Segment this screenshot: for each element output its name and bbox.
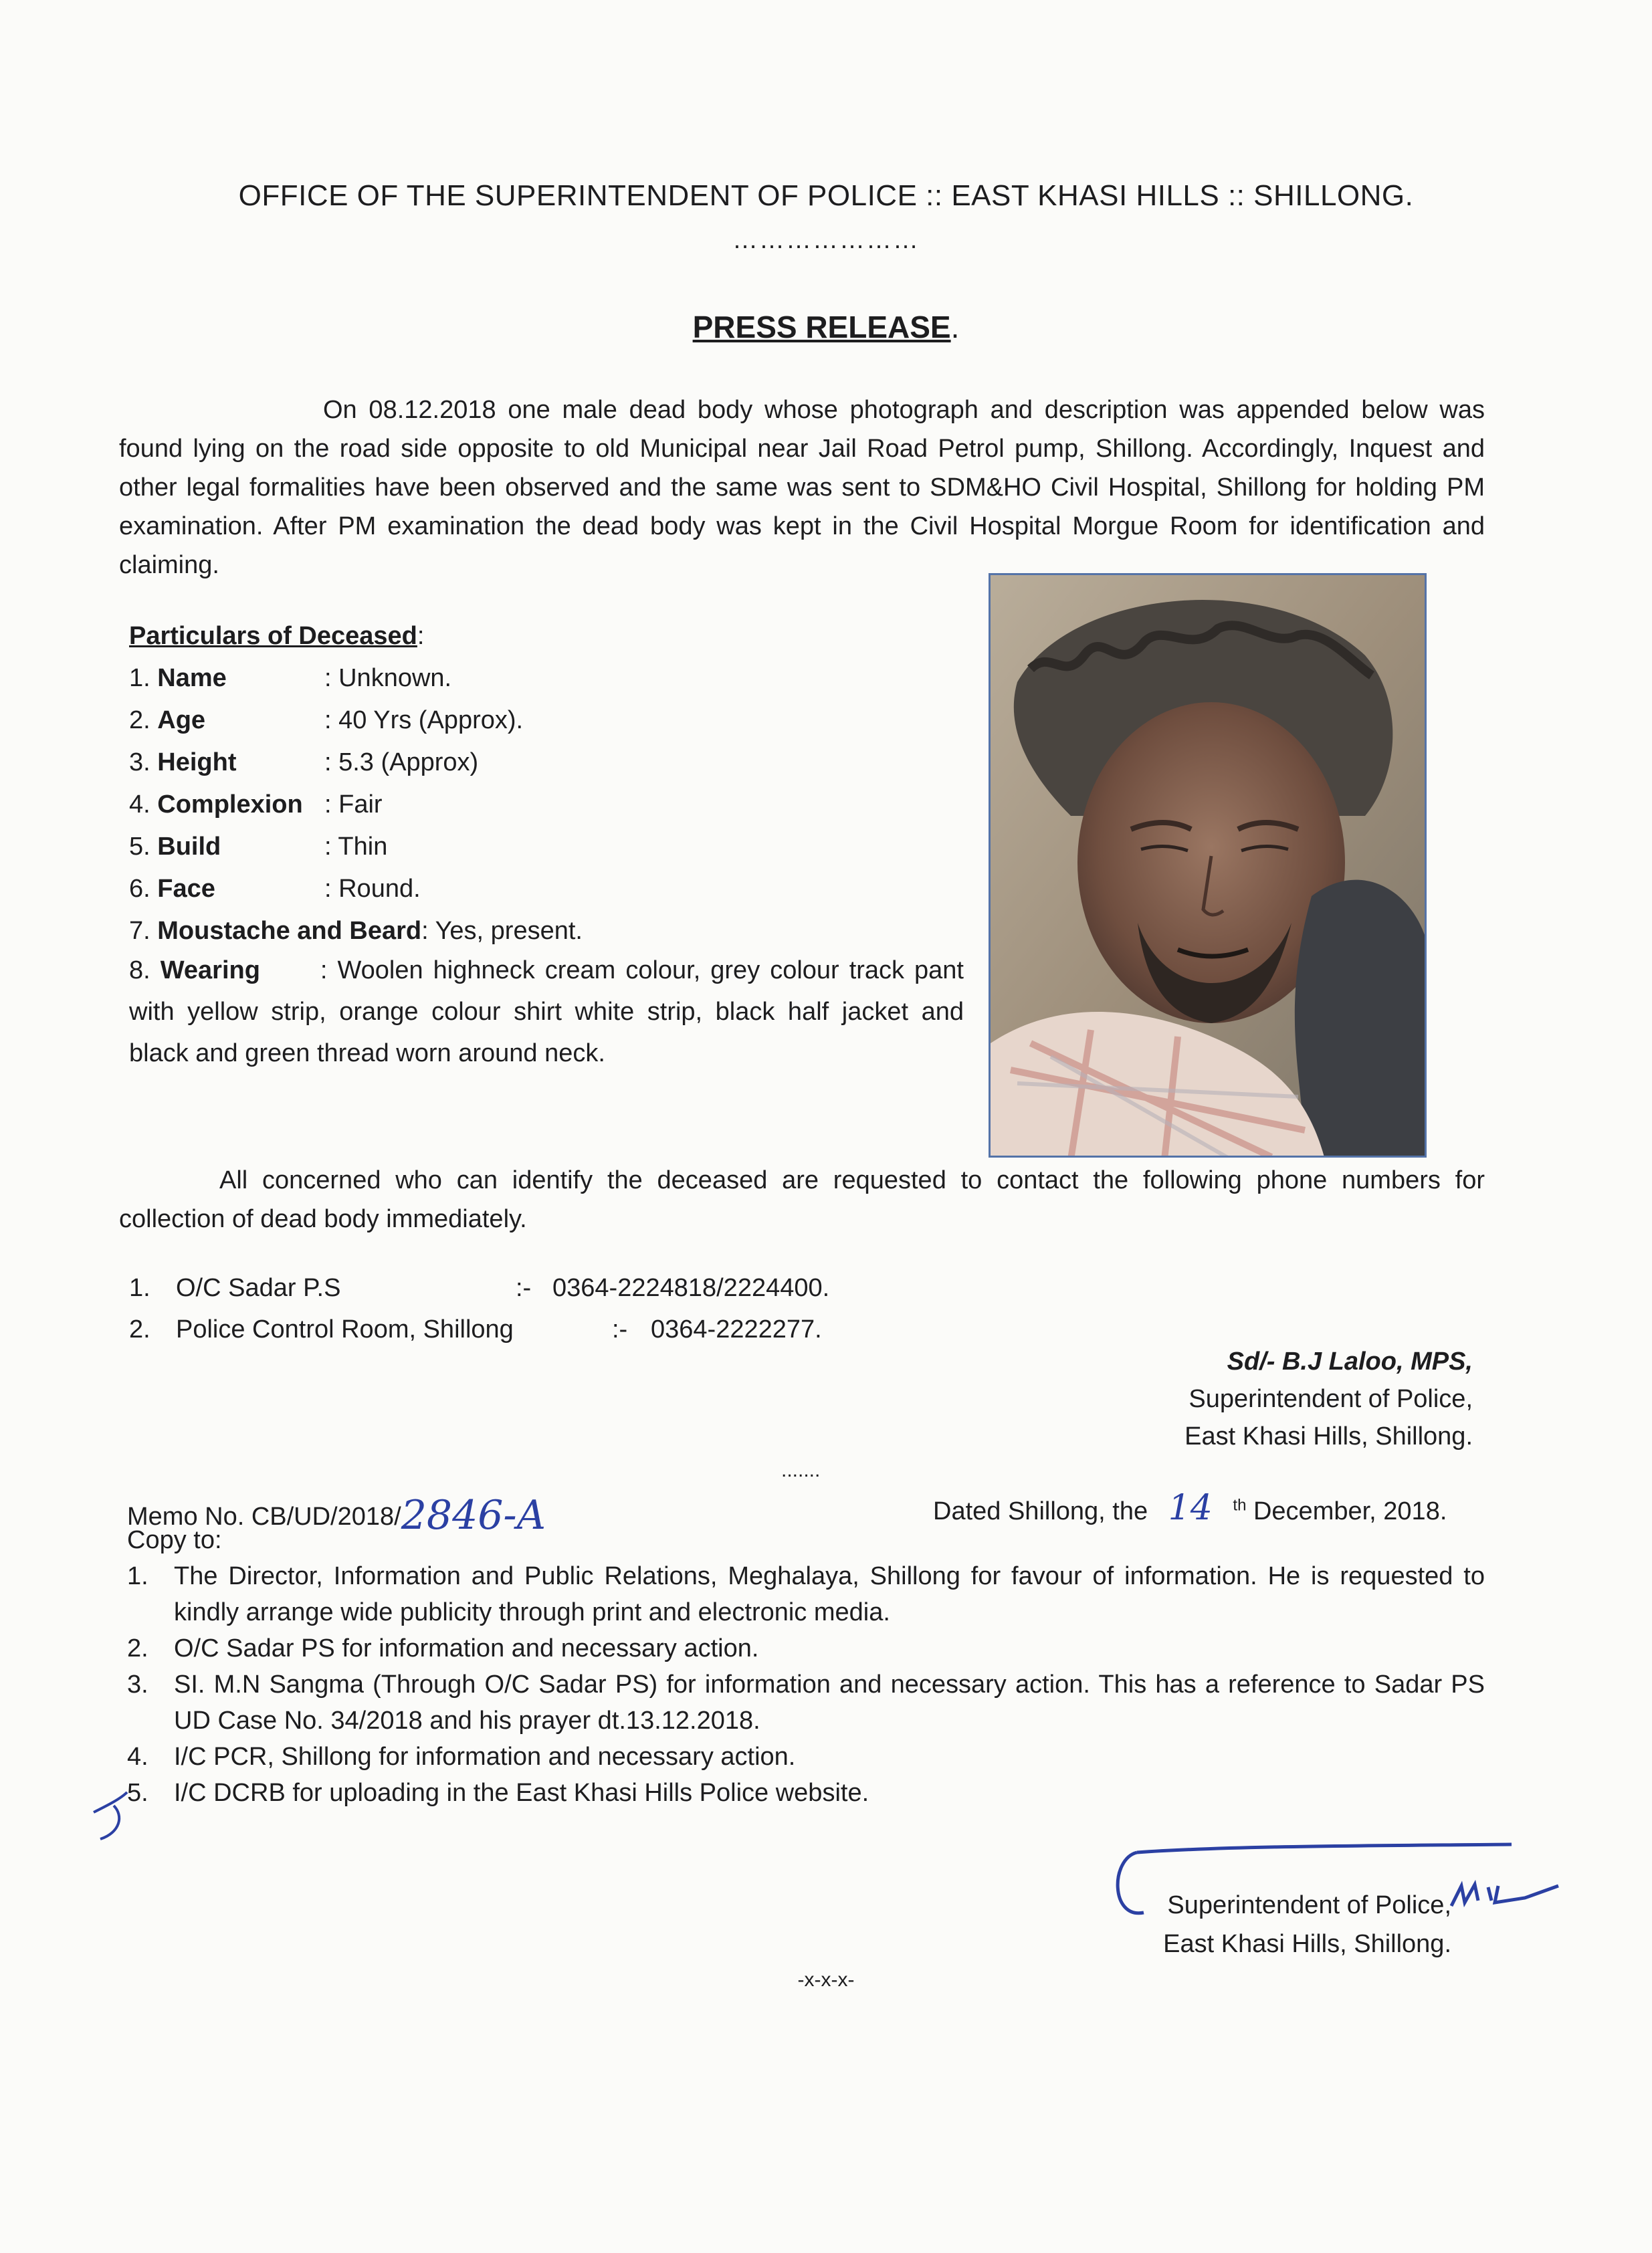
phone-row [129,1309,822,1350]
handwritten-tick-mark [87,1786,140,1846]
particulars-list [129,615,583,952]
particular-value: : Woolen highneck cream colour, grey colour track pant with yellow strip, orange colour shirt white strip, black half jacket and black and green thread worn around neck. [129,956,964,1067]
particular-moustache-row [129,910,583,952]
copy-to-num: 1. [127,1562,148,1590]
copy-to-item [127,1739,1485,1775]
particular-value: : 5.3 (Approx) [324,748,479,776]
closing-place: East Khasi Hills, Shillong. [1163,1930,1451,1958]
copy-to-item [127,1667,1485,1739]
particular-num: 5. [129,833,150,861]
particular-label: Face [157,875,215,903]
copy-to-list [127,1558,1485,1811]
particular-complexion-row [129,784,583,826]
signatory-title: Superintendent of Police, [1189,1385,1473,1413]
copy-to-text: SI. M.N Sangma (Through O/C Sadar PS) for information and necessary action. This has a reference to Sadar PS UD Case No. 34/2018 and his prayer dt.13.12.2018. [174,1671,1485,1735]
phone-num: 1. [129,1274,150,1302]
copy-to-item [127,1775,1485,1811]
phone-separator: :- [516,1274,532,1302]
particular-num: 3. [129,748,150,776]
particular-label: Wearing [160,956,260,984]
particular-label: Height [157,748,237,776]
section-separator-dots: ....... [781,1459,821,1481]
phone-contact-name: O/C Sadar P.S [176,1274,341,1302]
copy-to-text: The Director, Information and Public Relations, Meghalaya, Shillong for favour of information. He is requested to kindly arrange wide publicity through print and electronic media. [174,1562,1485,1626]
phone-number: 0364-2222277. [651,1315,822,1344]
phone-list [129,1267,830,1350]
contact-note-text: All concerned who can identify the deceased are requested to contact the following phone numbers for collection of dead body immediately. [119,1166,1485,1233]
copy-to-num: 5. [127,1779,148,1807]
particular-value: : Thin [324,833,388,861]
copy-to-item [127,1558,1485,1630]
particular-value: : Unknown. [324,664,452,692]
document-end-mark: -x-x-x- [797,1969,855,1991]
dated-line [933,1488,1447,1528]
phone-num: 2. [129,1315,150,1344]
particular-wearing-text [129,950,964,1074]
copy-to-text: O/C Sadar PS for information and necessary action. [174,1634,759,1662]
dated-month-year: December, 2018. [1253,1497,1447,1525]
closing-title: Superintendent of Police, [1167,1891,1451,1919]
particular-label: Build [157,833,221,861]
particular-face-row [129,868,583,910]
particular-value: : Yes, present. [421,917,583,945]
particulars-heading-colon: : [417,622,425,650]
memo-prefix: Memo No. CB/UD/2018/ [127,1503,401,1531]
particular-name-row [129,657,583,700]
dated-handwritten-day: 14 [1168,1488,1213,1528]
dated-prefix: Dated Shillong, the [933,1497,1148,1525]
copy-to-heading: Copy to: [127,1526,222,1554]
deceased-photo-image [991,575,1427,1158]
particular-label: Moustache and Beard [157,917,422,945]
particular-value: : Fair [324,790,383,819]
particular-num: 7. [129,917,150,945]
phone-separator: :- [612,1315,628,1344]
office-header: OFFICE OF THE SUPERINTENDENT OF POLICE :: EAST KHASI HILLS :: SHILLONG. [238,179,1414,212]
intro-paragraph [119,391,1485,584]
signatory-place: East Khasi Hills, Shillong. [1184,1422,1473,1451]
particulars-heading: Particulars of Deceased [129,622,417,650]
memo-handwritten-number: 2846-A [401,1492,546,1539]
phone-contact-name: Police Control Room, Shillong [176,1315,514,1344]
particular-height-row [129,742,583,784]
phone-row [129,1267,830,1309]
contact-note-paragraph [119,1161,1485,1239]
particular-age-row [129,700,583,742]
particular-num: 8. [129,956,150,984]
particular-num: 2. [129,706,150,734]
particular-label: Name [157,664,227,692]
copy-to-text: I/C PCR, Shillong for information and necessary action. [174,1743,796,1771]
signature-block [1184,1343,1473,1455]
particular-wearing-row [129,950,964,1074]
dated-day-suffix: th [1233,1496,1247,1515]
press-release-heading: PRESS RELEASE [692,310,951,344]
phone-number: 0364-2224818/2224400. [552,1274,830,1302]
particulars-heading-row [129,615,583,657]
copy-to-text: I/C DCRB for uploading in the East Khasi Hills Police website. [174,1779,869,1807]
particular-value: : 40 Yrs (Approx). [324,706,524,734]
signatory-name: Sd/- B.J Laloo, MPS, [1227,1348,1473,1376]
particular-build-row [129,826,583,868]
copy-to-item [127,1630,1485,1667]
intro-text: On 08.12.2018 one male dead body whose photograph and description was appended below was found lying on the road side opposite to old Municipal near Jail Road Petrol pump, Shillong. Accordingly, Inquest and other legal formalities have been observed and the same was sent to SDM&HO Civil Hospital, Shillong for holding PM examination. After PM examination the dead body was kept in the Civil Hospital Morgue Room for identification and claiming. [119,396,1485,579]
press-release-title [0,309,1652,345]
particular-num: 6. [129,875,150,903]
copy-to-num: 2. [127,1634,148,1662]
press-release-period: . [950,310,960,344]
particular-num: 4. [129,790,150,819]
header-divider-dots: ………………… [732,226,920,254]
particular-label: Age [157,706,206,734]
copy-to-num: 4. [127,1743,148,1771]
particular-num: 1. [129,664,150,692]
deceased-photograph [989,573,1427,1158]
copy-to-num: 3. [127,1671,148,1699]
particular-value: : Round. [324,875,421,903]
closing-signature-block [1163,1886,1451,1963]
particular-label: Complexion [157,790,303,819]
